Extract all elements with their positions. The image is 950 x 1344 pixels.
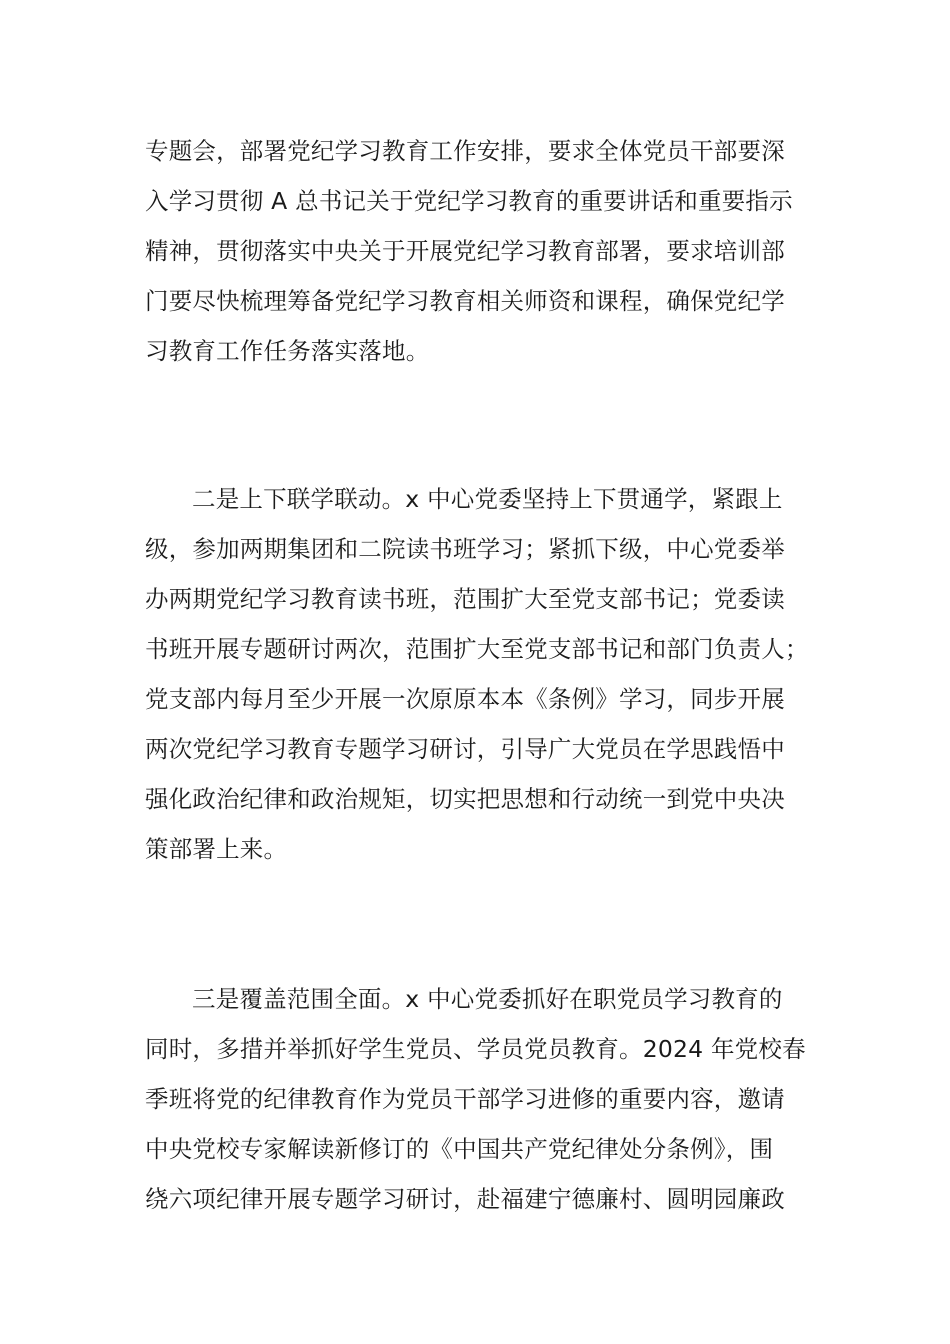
text-line: 策部署上来。: [145, 835, 288, 863]
text-line: 精神，贯彻落实中央关于开展党纪学习教育部署，要求培训部: [145, 237, 785, 265]
text-line: 习教育工作任务落实落地。: [145, 337, 430, 365]
text-line: 中央党校专家解读新修订的《中国共产党纪律处分条例》，围: [145, 1135, 774, 1163]
text-line-first: 二是上下联学联动。x 中心党委坚持上下贯通学，紧跟上: [192, 485, 783, 513]
text-line-first: 三是覆盖范围全面。x 中心党委抓好在职党员学习教育的: [192, 985, 783, 1013]
text-line: 门要尽快梳理筹备党纪学习教育相关师资和课程，确保党纪学: [145, 287, 785, 315]
text-line: 级，参加两期集团和二院读书班学习；紧抓下级，中心党委举: [145, 535, 785, 563]
paragraph-full-coverage: [145, 974, 810, 1224]
paragraph-continuation: [145, 126, 810, 376]
text-line: 绕六项纪律开展专题学习研讨，赴福建宁德廉村、圆明园廉政: [145, 1185, 785, 1213]
text-line: 办两期党纪学习教育读书班，范围扩大至党支部书记；党委读: [145, 585, 785, 613]
text-line: 季班将党的纪律教育作为党员干部学习进修的重要内容，邀请: [145, 1085, 785, 1113]
text-line: 两次党纪学习教育专题学习研讨，引导广大党员在学思践悟中: [145, 735, 785, 763]
text-line: 党支部内每月至少开展一次原原本本《条例》学习，同步开展: [145, 685, 785, 713]
text-line: 同时，多措并举抓好学生党员、学员党员教育。2024 年党校春: [145, 1035, 806, 1063]
text-line: 专题会，部署党纪学习教育工作安排，要求全体党员干部要深: [145, 137, 785, 165]
paragraph-up-down-linkage: [145, 474, 810, 874]
text-line: 入学习贯彻 A 总书记关于党纪学习教育的重要讲话和重要指示: [145, 187, 793, 215]
text-line: 强化政治纪律和政治规矩，切实把思想和行动统一到党中央决: [145, 785, 785, 813]
text-line: 书班开展专题研讨两次，范围扩大至党支部书记和部门负责人；: [145, 635, 809, 663]
